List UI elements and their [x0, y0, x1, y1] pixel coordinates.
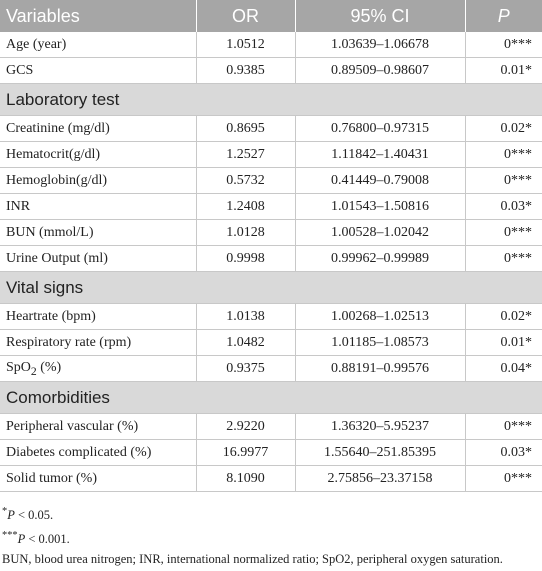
cell-or: 1.0482 — [196, 330, 295, 356]
cell-variable: Diabetes complicated (%) — [0, 440, 196, 466]
cell-ci: 0.88191–0.99576 — [295, 356, 465, 382]
section-title: Laboratory test — [0, 84, 542, 116]
header-or: OR — [196, 0, 295, 32]
cell-variable: Creatinine (mg/dl) — [0, 116, 196, 142]
cell-ci: 1.03639–1.06678 — [295, 32, 465, 58]
cell-p: 0*** — [465, 142, 542, 168]
cell-ci: 2.75856–23.37158 — [295, 466, 465, 492]
table-row — [0, 168, 542, 194]
cell-ci: 1.11842–1.40431 — [295, 142, 465, 168]
cell-p: 0.01* — [465, 58, 542, 84]
cell-p: 0*** — [465, 220, 542, 246]
cell-or: 1.0128 — [196, 220, 295, 246]
section-row-laboratory — [0, 84, 542, 116]
cell-variable: Heartrate (bpm) — [0, 304, 196, 330]
cell-ci: 1.36320–5.95237 — [295, 414, 465, 440]
cell-or: 2.9220 — [196, 414, 295, 440]
footnote-abbreviations: BUN, blood urea nitrogen; INR, international normalized ratio; SpO2, peripheral oxygen saturation. — [2, 552, 503, 567]
header-ci: 95% CI — [295, 0, 465, 32]
table-row — [0, 58, 542, 84]
cell-ci: 1.00268–1.02513 — [295, 304, 465, 330]
section-row-vital-signs — [0, 272, 542, 304]
cell-or: 0.9998 — [196, 246, 295, 272]
table-row — [0, 356, 542, 382]
cell-p: 0.04* — [465, 356, 542, 382]
spo2-suffix: (%) — [36, 359, 62, 375]
table-row — [0, 220, 542, 246]
cell-or: 0.9385 — [196, 58, 295, 84]
cell-p: 0.02* — [465, 304, 542, 330]
spo2-prefix: SpO — [6, 359, 31, 375]
spo2-subscript: 2 — [30, 364, 37, 378]
cell-ci: 1.55640–251.85395 — [295, 440, 465, 466]
cell-p: 0.03* — [465, 440, 542, 466]
cell-p: 0*** — [465, 414, 542, 440]
cell-or: 1.2408 — [196, 194, 295, 220]
table-row — [0, 194, 542, 220]
cell-variable: GCS — [0, 58, 196, 84]
cell-ci: 0.89509–0.98607 — [295, 58, 465, 84]
table-footnotes — [0, 503, 542, 568]
cell-variable: Urine Output (ml) — [0, 246, 196, 272]
section-row-comorbidities — [0, 382, 542, 414]
cell-p: 0.03* — [465, 194, 542, 220]
cell-p: 0*** — [465, 466, 542, 492]
footnote-text: < 0.001. — [25, 532, 70, 547]
cell-variable: Peripheral vascular (%) — [0, 414, 196, 440]
table-row — [0, 304, 542, 330]
cell-variable: Hematocrit(g/dl) — [0, 142, 196, 168]
header-p: P — [465, 0, 542, 32]
table-row — [0, 466, 542, 492]
footnote-mark: *** — [2, 530, 18, 542]
cell-ci: 1.01185–1.08573 — [295, 330, 465, 356]
cell-p: 0*** — [465, 32, 542, 58]
cell-or: 1.0512 — [196, 32, 295, 58]
cell-p: 0.02* — [465, 116, 542, 142]
cell-p: 0.01* — [465, 330, 542, 356]
cell-variable: Hemoglobin(g/dl) — [0, 168, 196, 194]
table-row — [0, 414, 542, 440]
cell-variable: Solid tumor (%) — [0, 466, 196, 492]
table-row — [0, 246, 542, 272]
cell-p: 0*** — [465, 168, 542, 194]
footnote-mark: * — [2, 506, 8, 517]
header-variables: Variables — [0, 0, 196, 32]
cell-variable: INR — [0, 194, 196, 220]
cell-variable: Age (year) — [0, 32, 196, 58]
table-row — [0, 330, 542, 356]
cell-ci: 0.99962–0.99989 — [295, 246, 465, 272]
table-header-row — [0, 0, 542, 32]
cell-or: 8.1090 — [196, 466, 295, 492]
cell-or: 1.0138 — [196, 304, 295, 330]
cell-ci: 1.00528–1.02042 — [295, 220, 465, 246]
cell-or: 0.5732 — [196, 168, 295, 194]
cell-ci: 0.76800–0.97315 — [295, 116, 465, 142]
table-row — [0, 142, 542, 168]
footnote-text: < 0.05. — [14, 508, 54, 523]
table-row — [0, 116, 542, 142]
cell-p: 0*** — [465, 246, 542, 272]
table-row — [0, 440, 542, 466]
footnote-p-symbol: P — [7, 508, 15, 523]
cell-ci: 0.41449–0.79008 — [295, 168, 465, 194]
footnote-p-symbol: P — [17, 532, 26, 547]
footnote-p0001 — [2, 527, 542, 548]
section-title: Vital signs — [0, 272, 542, 304]
cell-or: 0.9375 — [196, 356, 295, 382]
cell-variable — [0, 356, 196, 382]
cell-ci: 1.01543–1.50816 — [295, 194, 465, 220]
cell-or: 0.8695 — [196, 116, 295, 142]
footnote-p005 — [2, 503, 542, 524]
cell-variable: BUN (mmol/L) — [0, 220, 196, 246]
table-row — [0, 32, 542, 58]
cell-or: 16.9977 — [196, 440, 295, 466]
section-title: Comorbidities — [0, 382, 542, 414]
cell-variable: Respiratory rate (rpm) — [0, 330, 196, 356]
cell-or: 1.2527 — [196, 142, 295, 168]
